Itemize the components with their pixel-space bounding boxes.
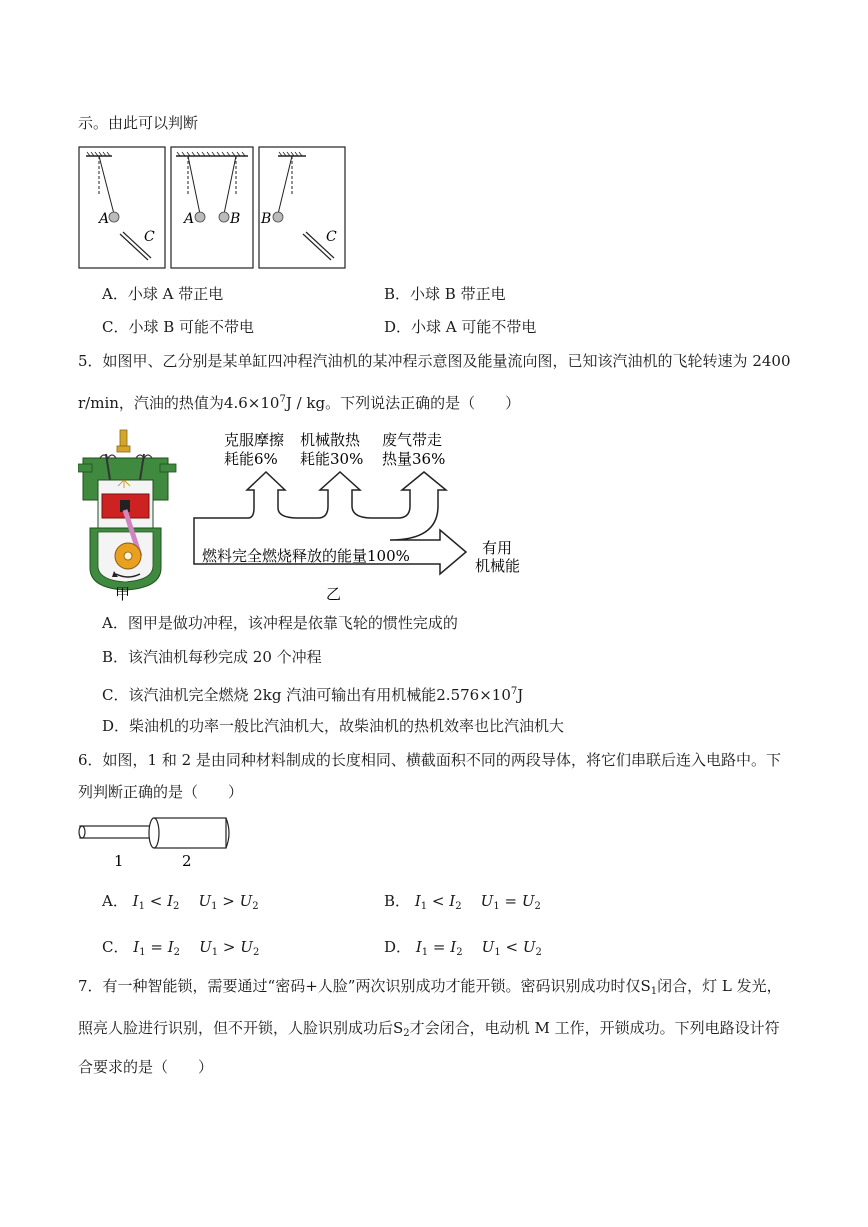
q4-option-a: A．小球 A 带正电 [102, 285, 224, 303]
q6-b-u1-sub: 1 [493, 901, 500, 912]
q6-b-u1: U [480, 892, 494, 910]
conductor-label-2: 2 [182, 852, 192, 870]
label-jia: 甲 [115, 585, 131, 603]
q6-a-rel1: < [149, 892, 163, 910]
q6-d-u2: U [522, 938, 536, 956]
loss-heat-line1: 机械散热 [300, 431, 361, 449]
q6-a-u1: U [198, 892, 212, 910]
q5-option-c-unit: J [517, 686, 524, 704]
q6-b-i1-sub: 1 [420, 901, 428, 912]
q7-line1-text-a: 7．有一种智能锁，需要通过“密码+人脸”两次识别成功才能开锁。密码识别成功时仅 [78, 977, 641, 995]
q6-b-u2: U [521, 892, 535, 910]
q6-b-i1: I [414, 892, 421, 910]
q6-d-i1: I [415, 938, 422, 956]
q5-option-d: D．柴油机的功率一般比汽油机大，故柴油机的热机效率也比汽油机大 [102, 717, 565, 735]
q5-heat-unit: J / kg [285, 394, 326, 412]
q6-a-u2: U [239, 892, 253, 910]
q6-a-i1: I [132, 892, 139, 910]
q6-b-rel2: = [504, 892, 518, 910]
q6-d-i2: I [450, 938, 457, 956]
q4-tail-text: 示。由此可以判断 [78, 114, 199, 132]
total-energy-label: 燃料完全燃烧释放的能量100% [202, 547, 410, 565]
q6-option-b [384, 890, 541, 918]
q6-a-u2-sub: 2 [252, 901, 259, 912]
label-yi: 乙 [326, 585, 342, 603]
q5-line2-text-b: 。下列说法正确的是（ ） [325, 394, 521, 412]
q6-c-i2-sub: 2 [173, 947, 181, 958]
q6-option-a [102, 890, 259, 918]
q6-option-c [102, 936, 259, 964]
q5-stem-line1: 5．如图甲、乙分别是某单缸四冲程汽油机的某冲程示意图及能量流向图，已知该汽油机的飞轮转速为 2400 [78, 352, 791, 370]
q6-b-i2-sub: 2 [455, 901, 462, 912]
q6-b-prefix: B． [384, 892, 411, 910]
loss-exhaust-line2: 热量36% [382, 450, 446, 468]
q6-c-u2-sub: 2 [252, 947, 260, 958]
label-b-2: B [230, 211, 241, 227]
q6-a-i1-sub: 1 [138, 901, 145, 912]
q5-energy-flow-diagram [190, 428, 530, 603]
q6-c-prefix: C． [102, 938, 129, 956]
useful-energy-line2: 机械能 [475, 557, 521, 575]
label-a-1: A [99, 211, 110, 227]
q6-b-i2: I [449, 892, 456, 910]
loss-heat-line2: 耗能30% [300, 450, 364, 468]
q7-line2-text-b: 才会闭合，电动机 M 工作，开锁成功。下列电路设计符 [409, 1019, 780, 1037]
label-a-2: A [184, 211, 195, 227]
q7-stem-line2 [78, 1017, 780, 1045]
q6-c-u2: U [240, 938, 253, 956]
q6-d-i2-sub: 2 [456, 947, 463, 958]
conductor-label-1: 1 [114, 852, 124, 870]
q4-option-c: C．小球 B 可能不带电 [102, 318, 255, 336]
conductor-2 [154, 818, 226, 848]
q6-a-i2: I [167, 892, 174, 910]
label-b-3: B [261, 211, 272, 227]
conductor-1 [80, 826, 152, 838]
loss-friction-line2: 耗能6% [224, 450, 278, 468]
ball-b-3 [273, 212, 283, 222]
q5-line2-text-a: r/min，汽油的热值为 [78, 394, 224, 412]
spark-plug-icon [120, 430, 127, 446]
pendulum-box-2 [171, 147, 253, 268]
loss-friction-line1: 克服摩擦 [224, 431, 285, 449]
q7-stem-line1 [78, 975, 782, 1003]
q6-option-d [384, 936, 542, 964]
q7-s1-sub: 1 [650, 986, 658, 997]
q6-d-u1: U [481, 938, 495, 956]
q7-stem-line3: 合要求的是（ ） [78, 1058, 214, 1076]
ball-a [109, 212, 119, 222]
q6-a-i2-sub: 2 [173, 901, 180, 912]
q6-a-rel2: > [222, 892, 235, 910]
q4-option-d: D．小球 A 可能不带电 [384, 318, 537, 336]
q6-c-i1-sub: 1 [139, 947, 146, 958]
label-c-1: C [144, 229, 155, 245]
q6-c-rel1: = [150, 938, 163, 956]
q5-option-a: A．图甲是做功冲程，该冲程是依靠飞轮的惯性完成的 [102, 614, 458, 632]
q6-c-u1-sub: 1 [211, 947, 219, 958]
q5-stem-line2 [78, 389, 520, 414]
q5-option-c-value: 2.576×10 [436, 686, 511, 704]
ball-a-2 [195, 212, 205, 222]
loss-exhaust-line1: 废气带走 [382, 431, 443, 449]
q6-c-u1: U [199, 938, 212, 956]
q5-heat-exp: 7 [279, 394, 286, 405]
q6-stem-line1: 6．如图，1 和 2 是由同种材料制成的长度相同、横截面积不同的两段导体，将它们串联后连入电路中。下 [78, 751, 781, 769]
q7-s2-sub: 2 [403, 1028, 410, 1039]
q4-option-b: B．小球 B 带正电 [384, 285, 506, 303]
label-c-3: C [326, 229, 337, 245]
q6-d-prefix: D． [384, 938, 412, 956]
q6-b-u2-sub: 2 [534, 901, 541, 912]
pendulum-box-1 [79, 147, 165, 268]
q6-c-rel2: > [222, 938, 236, 956]
q6-conductor-figure [78, 815, 238, 873]
q5-option-c-text: C．该汽油机完全燃烧 2kg 汽油可输出有用机械能 [102, 686, 437, 704]
q4-pendulum-figure [78, 146, 348, 270]
q6-a-prefix: A． [102, 892, 128, 910]
q6-a-u1-sub: 1 [211, 901, 218, 912]
q5-engine-diagram [78, 428, 178, 603]
q5-option-b: B．该汽油机每秒完成 20 个冲程 [102, 648, 322, 666]
q6-d-rel2: < [505, 938, 519, 956]
useful-energy-line1: 有用 [482, 539, 513, 557]
q7-line2-text-a: 照亮人脸进行识别，但不开锁，人脸识别成功后 [78, 1019, 394, 1037]
q5-option-c [102, 681, 523, 706]
q6-d-rel1: = [432, 938, 446, 956]
q6-stem-line2: 列判断正确的是（ ） [78, 783, 244, 801]
q5-option-c-exp: 7 [510, 686, 518, 697]
q5-heat-value: 4.6×10 [223, 394, 280, 412]
q7-line1-text-b: 闭合，灯 L 发光， [657, 977, 782, 995]
q6-d-i1-sub: 1 [421, 947, 429, 958]
q7-s1: S [640, 977, 651, 995]
q6-d-u2-sub: 2 [535, 947, 542, 958]
ball-b-2 [219, 212, 229, 222]
q6-c-i1: I [133, 938, 140, 956]
q6-b-rel1: < [431, 892, 445, 910]
pendulum-box-3 [259, 147, 345, 268]
q6-d-u1-sub: 1 [494, 947, 501, 958]
q7-s2: S [393, 1019, 404, 1037]
q6-c-i2: I [167, 938, 174, 956]
